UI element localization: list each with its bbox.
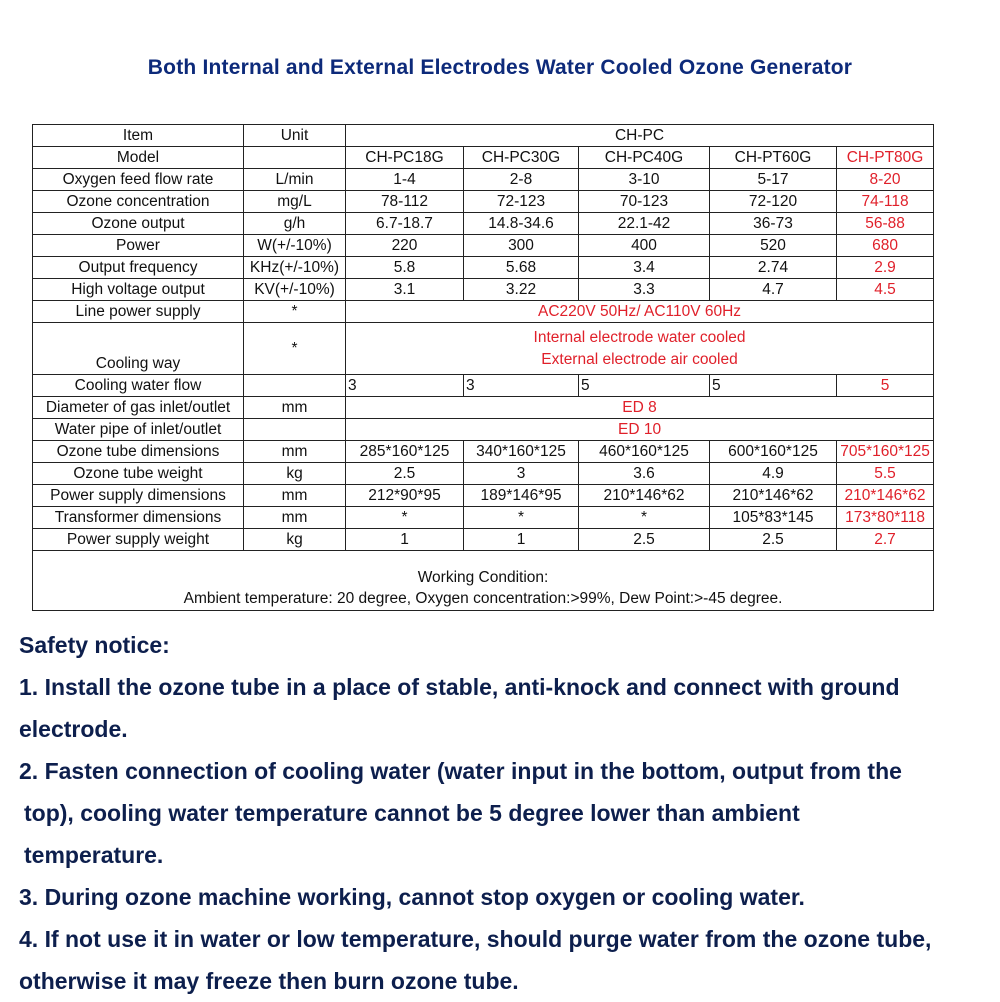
spec-cell-highlight: 705*160*125 [837,441,934,463]
spec-row [33,485,934,507]
row-unit [244,375,346,397]
row-label: Oxygen feed flow rate [33,169,244,191]
spec-cell: 4.7 [710,279,837,301]
row-label: Line power supply [33,301,244,323]
spec-cell: 2.5 [710,529,837,551]
spec-cell: 3.22 [464,279,579,301]
row-label: Power supply weight [33,529,244,551]
cooling-flow-cell: 3 [346,375,464,397]
spec-cell-highlight: 5.5 [837,463,934,485]
safety-notice-line: 2. Fasten connection of cooling water (water input in the bottom, output from the [19,758,902,784]
row-unit: KV(+/-10%) [244,279,346,301]
spec-cell: * [464,507,579,529]
spec-cell: 105*83*145 [710,507,837,529]
spec-cell: 600*160*125 [710,441,837,463]
spec-cell: 2.5 [346,463,464,485]
spec-cell: 300 [464,235,579,257]
spec-row [33,279,934,301]
spec-cell: 22.1-42 [579,213,710,235]
row-unit: kg [244,529,346,551]
model-cell-highlight: CH-PT80G [837,147,934,169]
spec-rows-group-1 [33,169,934,301]
spec-cell: 3 [464,463,579,485]
spec-row [33,257,934,279]
spec-cell: 36-73 [710,213,837,235]
row-label: Diameter of gas inlet/outlet [33,397,244,419]
spec-cell: 460*160*125 [579,441,710,463]
spec-cell: 400 [579,235,710,257]
cooling-way-value [346,323,934,375]
safety-notice-line: top), cooling water temperature cannot be 5 degree lower than ambient [24,800,800,826]
spec-cell-highlight: 173*80*118 [837,507,934,529]
spec-cell: 1 [464,529,579,551]
cooling-flow-row [33,375,934,397]
row-label: High voltage output [33,279,244,301]
model-cell: CH-PT60G [710,147,837,169]
spec-cell: 2.5 [579,529,710,551]
spec-cell-highlight: 8-20 [837,169,934,191]
row-unit: * [244,301,346,323]
cooling-flow-cell: 5 [579,375,710,397]
spec-footer [33,551,934,611]
header-unit: Unit [244,125,346,147]
spec-cell: 520 [710,235,837,257]
row-unit: KHz(+/-10%) [244,257,346,279]
cooling-flow-cell-highlight: 5 [837,375,934,397]
row-label: Cooling way [33,323,244,375]
header-item: Item [33,125,244,147]
spec-cell: 340*160*125 [464,441,579,463]
water-pipe-row [33,419,934,441]
gas-inlet-value: ED 8 [346,397,934,419]
spec-cell: 5.8 [346,257,464,279]
row-unit: kg [244,463,346,485]
row-label: Water pipe of inlet/outlet [33,419,244,441]
gas-inlet-row [33,397,934,419]
row-label: Ozone tube dimensions [33,441,244,463]
model-row [33,147,934,169]
row-label: Output frequency [33,257,244,279]
safety-notice [19,624,999,1002]
spec-cell: 5-17 [710,169,837,191]
row-label: Power [33,235,244,257]
row-label: Ozone concentration [33,191,244,213]
row-label: Ozone tube weight [33,463,244,485]
row-unit: W(+/-10%) [244,235,346,257]
cooling-way-row [33,323,934,375]
page-title: Both Internal and External Electrodes Water Cooled Ozone Generator [147,56,853,79]
row-unit: mm [244,441,346,463]
row-label: Cooling water flow [33,375,244,397]
spec-cell: 3.6 [579,463,710,485]
spec-rows-middle [33,301,934,441]
spec-cell: 4.9 [710,463,837,485]
row-unit [244,147,346,169]
model-cell: CH-PC30G [464,147,579,169]
row-unit: mm [244,507,346,529]
line-power-row [33,301,934,323]
spec-cell: 3-10 [579,169,710,191]
spec-cell: 6.7-18.7 [346,213,464,235]
cooling-way-line1: Internal electrode water cooled [533,328,746,346]
spec-cell: * [579,507,710,529]
spec-row [33,235,934,257]
spec-cell: 3.4 [579,257,710,279]
spec-cell: 220 [346,235,464,257]
spec-row [33,463,934,485]
spec-table [32,124,934,611]
spec-cell-highlight: 56-88 [837,213,934,235]
row-label: Ozone output [33,213,244,235]
spec-cell-highlight: 4.5 [837,279,934,301]
spec-cell-highlight: 74-118 [837,191,934,213]
model-cell: CH-PC40G [579,147,710,169]
safety-notice-line: 3. During ozone machine working, cannot stop oxygen or cooling water. [19,884,805,910]
spec-row [33,213,934,235]
working-condition [33,551,934,611]
safety-notice-line: 1. Install the ozone tube in a place of stable, anti-knock and connect with ground [19,674,900,700]
working-condition-details: Ambient temperature: 20 degree, Oxygen concentration:>99%, Dew Point:>-45 degree. [183,590,783,607]
spec-cell: 5.68 [464,257,579,279]
spec-cell: 70-123 [579,191,710,213]
spec-cell: 285*160*125 [346,441,464,463]
spec-cell: 72-120 [710,191,837,213]
safety-notice-line: otherwise it may freeze then burn ozone tube. [19,968,519,994]
cooling-way-line2: External electrode air cooled [541,350,738,368]
row-unit: mm [244,485,346,507]
spec-row [33,191,934,213]
spec-row [33,441,934,463]
spec-rows-group-2 [33,441,934,551]
spec-cell: 212*90*95 [346,485,464,507]
row-label: Model [33,147,244,169]
safety-notice-line: 4. If not use it in water or low temperature, should purge water from the ozone tube, [19,926,932,952]
spec-cell: 189*146*95 [464,485,579,507]
spec-cell: 1 [346,529,464,551]
spec-cell: 3.3 [579,279,710,301]
cooling-flow-cell: 3 [464,375,579,397]
spec-cell-highlight: 680 [837,235,934,257]
working-condition-title: Working Condition: [417,569,549,586]
line-power-value: AC220V 50Hz/ AC110V 60Hz [346,301,934,323]
safety-notice-line: temperature. [24,842,164,868]
spec-cell: 14.8-34.6 [464,213,579,235]
spec-cell-highlight: 210*146*62 [837,485,934,507]
spec-cell: 78-112 [346,191,464,213]
row-unit: g/h [244,213,346,235]
row-unit: mm [244,397,346,419]
header-series: CH-PC [346,125,934,147]
spec-cell: 2-8 [464,169,579,191]
spec-cell-highlight: 2.9 [837,257,934,279]
row-label: Transformer dimensions [33,507,244,529]
spec-cell: 2.74 [710,257,837,279]
spec-row [33,507,934,529]
spec-cell: * [346,507,464,529]
table-header-row [33,125,934,147]
spec-row [33,169,934,191]
water-pipe-value: ED 10 [346,419,934,441]
cooling-flow-cell: 5 [710,375,837,397]
spec-row [33,529,934,551]
spec-cell: 210*146*62 [579,485,710,507]
safety-notice-line: electrode. [19,716,128,742]
row-unit: L/min [244,169,346,191]
row-label: Power supply dimensions [33,485,244,507]
row-unit: mg/L [244,191,346,213]
spec-cell: 210*146*62 [710,485,837,507]
spec-cell: 72-123 [464,191,579,213]
model-cell: CH-PC18G [346,147,464,169]
safety-notice-heading: Safety notice: [19,632,170,658]
spec-cell-highlight: 2.7 [837,529,934,551]
spec-cell: 1-4 [346,169,464,191]
row-unit [244,419,346,441]
spec-cell: 3.1 [346,279,464,301]
row-unit: * [244,323,346,375]
working-condition-row [33,551,934,611]
